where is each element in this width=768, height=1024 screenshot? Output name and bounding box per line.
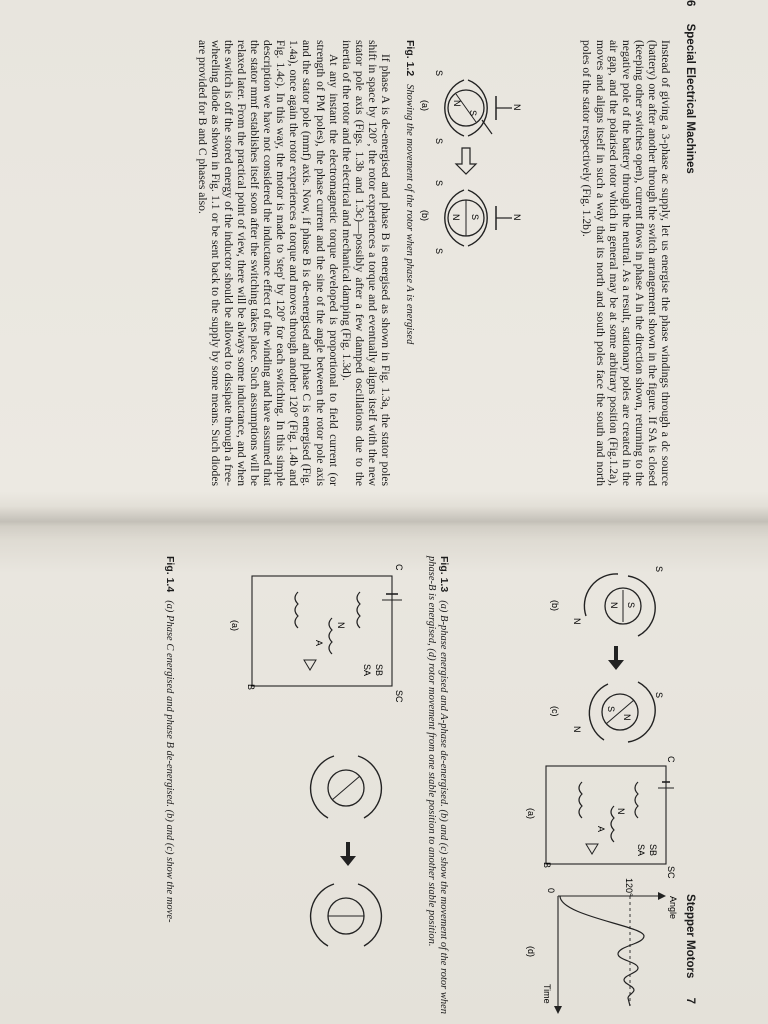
page-6: [0, 0, 768, 506]
axis-label-angle: Angle: [668, 896, 678, 920]
page-number: 6: [684, 0, 696, 7]
stator-n: N: [512, 214, 522, 221]
node-c: C: [666, 756, 676, 763]
rotor-n: N: [452, 100, 462, 107]
down-arrow-icon: [608, 646, 624, 670]
sub-label-c: (c): [550, 706, 560, 717]
winding-n: N: [616, 808, 626, 815]
page-number: 7: [684, 997, 696, 1004]
paragraph: Instead of giving a 3-phase ac supply, let us energise the phase windings through a dc source (battery) one after another through the switch arrangement shown in the figure. If SA is closed (keeping other switches open), current flows in phase A in the direction shown, returning to the negative pole of the battery through the neutral. As a result, stationary poles are created in the air gap, and the polarised rotor which in general may be at some arbitrary position (Fig.1.2a), moves and aligns itself in such a way that its north and south poles face the south and north poles of the stator respectively (Fig. 1.2b).: [580, 40, 672, 486]
rotor-sketch-b: [420, 180, 522, 254]
node-b: B: [246, 684, 256, 691]
running-head: Special Electrical Machines: [684, 23, 696, 174]
stator-s: S: [434, 248, 444, 255]
stator-n: N: [572, 618, 582, 625]
switch-sb: SB: [374, 664, 384, 677]
figure-caption: Showing the movement of the rotor when phase A is energised: [404, 84, 415, 345]
fig-1-2-caption: [403, 40, 416, 486]
rotor-sketch-a: [420, 70, 522, 144]
right-arrow-icon: [456, 148, 476, 174]
rotor-sketch-b: [311, 756, 382, 818]
fig-1-3-caption: [425, 556, 450, 1016]
switch-sc: SC: [394, 690, 404, 703]
page-6-header: [684, 0, 696, 174]
step-angle-label: 120°: [624, 878, 634, 897]
rotor-s: S: [470, 214, 480, 221]
switch-sa: SA: [636, 844, 646, 857]
stator-s: S: [434, 180, 444, 187]
paragraph: At any instant the electromagnetic torque developed is proportional to field current (or strength of PM poles), the phase current and the sine of the angle between the rotor pole axis and the stator pole (mmf) axis. Now, if phase B is de-energised and phase C is energised (Fig. 1.4a), once again the rotor experiences a torque and moves through another 120° (Fig. 1.4b and Fig. 1.4c). In this way, the motor is made to 'step' by 120° for each switching. In this simple description we have not considered the inductance effect of the winding and have assumed that the stator mmf establishes itself soon after the switching takes place. Such assumptions will be relaxed later. From the practical point of view, there will be always some inductance, and when the switch is off the stored energy of the inductor should be allowed to dissipate through a free-wheeling diode as shown in Fig. 1.1 or be sent back to the supply by some means. Such diodes are provided for B and C phases also.: [195, 40, 340, 486]
figure-label: Fig. 1.2: [404, 40, 416, 77]
axis-label-time: Time: [542, 984, 552, 1004]
node-b: B: [542, 862, 552, 869]
sub-label-d: (d): [526, 946, 536, 957]
stator-n: N: [512, 104, 522, 111]
fig-1-2-diagram: [420, 40, 522, 270]
rotor-sketch-b: [550, 566, 664, 636]
figure-caption: (a) B-phase energised and A-phase de-energised. (b) and (c) show the movement of the rotor when phase-B is energised, (d) rotor movement from one stable position to another stable position.: [426, 556, 449, 1015]
node-a: A: [314, 640, 324, 647]
rotor-s: S: [468, 110, 478, 117]
sub-label-a: (a): [230, 620, 240, 631]
page-7: [0, 530, 768, 1024]
stator-s: S: [654, 566, 664, 573]
switch-sc: SC: [666, 866, 676, 879]
sub-label-a: (a): [526, 808, 536, 819]
down-arrow-icon: [340, 842, 356, 866]
switch-sa: SA: [362, 664, 372, 677]
intro-text: [580, 40, 672, 486]
figure-label: Fig. 1.3: [438, 556, 450, 593]
rotor-s: S: [626, 602, 636, 609]
origin-label: 0: [546, 888, 556, 894]
rotor-n: N: [622, 714, 632, 721]
node-c: C: [394, 564, 404, 571]
fig-1-3-diagram: [458, 556, 678, 1016]
fig-1-4-caption: [163, 556, 176, 1016]
running-head: Stepper Motors: [684, 894, 696, 979]
fig-1-4-diagram: [178, 556, 408, 1016]
circuit-diagram-a: [230, 564, 404, 703]
sub-label-b: (b): [550, 600, 560, 611]
step-response-plot: [526, 878, 678, 1014]
figure-caption: (a) Phase C energised and phase B de-energised. (b) and (c) show the move-: [164, 600, 175, 923]
page-7-header: [684, 894, 696, 1004]
stator-s: S: [654, 692, 664, 699]
rotor-sketch-c: [550, 682, 664, 742]
stator-n: N: [572, 726, 582, 733]
paragraph: If phase A is de-energised and phase B is energised as shown in Fig. 1.3a, the stator poles shift in space by 120°, the rotor experiences a torque and eventually aligns itself with the new stator pole axis (Figs. 1.3b and 1.3c)—possibly after a few damped oscillations due to the inertia of the rotor and the electrical and mechanical damping (Fig. 1.3d).: [339, 40, 392, 486]
figure-label: Fig. 1.4: [164, 556, 176, 593]
rotor-s: S: [606, 706, 616, 713]
rotor-sketch-c: [311, 884, 382, 946]
stator-s: S: [434, 70, 444, 77]
main-text: [196, 40, 392, 486]
node-a: A: [596, 826, 606, 833]
circuit-diagram-a: [526, 756, 676, 879]
sub-label-b: (b): [420, 210, 430, 221]
rotor-n: N: [451, 214, 461, 221]
switch-sb: SB: [648, 844, 658, 857]
sub-label-a: (a): [420, 100, 430, 111]
stator-s: S: [434, 138, 444, 145]
rotor-n: N: [609, 602, 619, 609]
winding-n: N: [336, 622, 346, 629]
